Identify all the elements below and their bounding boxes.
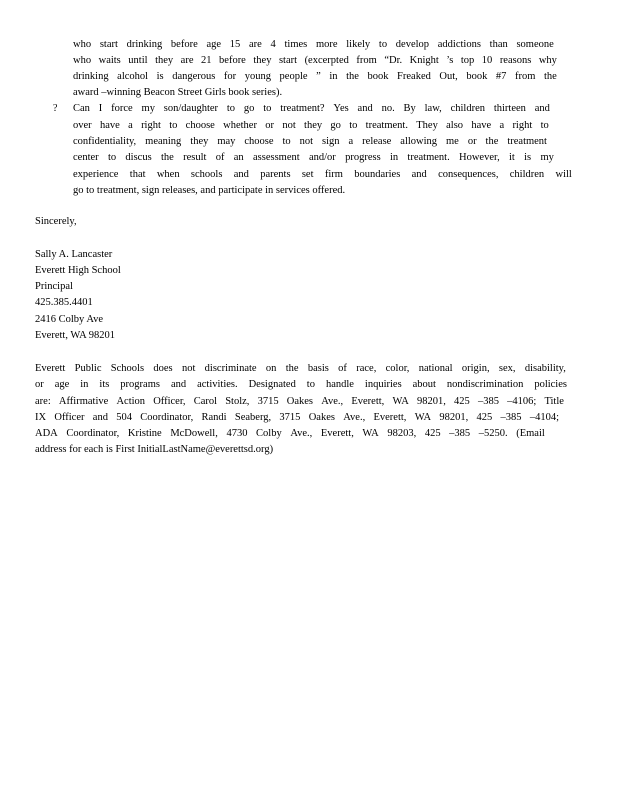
signer-school: Everett High School xyxy=(35,265,121,276)
word: Schools xyxy=(110,363,145,374)
word: in xyxy=(389,152,399,163)
word: they xyxy=(155,55,174,66)
word: also xyxy=(446,120,464,131)
word: sign xyxy=(322,136,340,147)
word: and xyxy=(170,379,187,390)
word: they xyxy=(190,136,209,147)
word: does xyxy=(153,363,173,374)
word: treatment? xyxy=(280,103,325,114)
word: race, xyxy=(356,363,377,374)
word: and xyxy=(411,169,427,180)
word: develop xyxy=(395,39,430,50)
word: or xyxy=(467,136,477,147)
word: –4106; xyxy=(507,396,537,407)
word: set xyxy=(301,169,314,180)
signer-city: Everett, WA 98201 xyxy=(35,330,116,341)
notice-line xyxy=(35,363,566,375)
word: –385 xyxy=(500,412,522,423)
word: 10 xyxy=(481,55,493,66)
word: or xyxy=(265,120,275,131)
word: start xyxy=(99,39,118,50)
word: waits xyxy=(98,55,121,66)
word: may xyxy=(217,136,236,147)
word: Seaberg, xyxy=(234,412,272,423)
word: whether xyxy=(223,120,257,131)
word: Oakes xyxy=(286,396,314,407)
word: nondiscrimination xyxy=(446,379,524,390)
word: Ave., xyxy=(343,412,366,423)
word: not xyxy=(282,120,296,131)
word: Title xyxy=(544,396,564,407)
word: my xyxy=(141,103,155,114)
word: Everett, xyxy=(373,412,407,423)
word: Coordinator, xyxy=(66,428,120,439)
word: in xyxy=(80,379,89,390)
word: activities. xyxy=(197,379,238,390)
word: on xyxy=(265,363,277,374)
word: treatment. xyxy=(407,152,450,163)
word: is xyxy=(156,71,164,82)
word: to xyxy=(169,120,178,131)
word: Everett, xyxy=(351,396,385,407)
word: young xyxy=(244,71,271,82)
word: 21 xyxy=(201,55,212,66)
word: the xyxy=(160,152,174,163)
word: 98203, xyxy=(387,428,417,439)
word: that xyxy=(129,169,146,180)
word: in xyxy=(329,71,338,82)
word: drinking xyxy=(73,71,109,82)
word: discus xyxy=(125,152,152,163)
word: Ave., xyxy=(290,428,313,439)
word: Kristine xyxy=(127,428,162,439)
word: Ave., xyxy=(321,396,344,407)
word: addictions xyxy=(437,39,481,50)
word: color, xyxy=(385,363,410,374)
word: ” xyxy=(316,71,321,82)
word: national xyxy=(418,363,453,374)
word: meaning xyxy=(145,136,182,147)
word: disability, xyxy=(524,363,566,374)
word: allowing xyxy=(400,136,438,147)
word: Coordinator, xyxy=(140,412,194,423)
word: from xyxy=(514,71,536,82)
word: 98201, xyxy=(416,396,446,407)
word: reasons xyxy=(499,55,532,66)
paragraph-line: award –winning Beacon Street Girls book series). xyxy=(73,87,283,98)
word: alcohol xyxy=(117,71,149,82)
bullet-line: go to treatment, sign releases, and participate in services offered. xyxy=(73,185,346,196)
word: right xyxy=(141,120,161,131)
word: it xyxy=(508,152,515,163)
word: discriminate xyxy=(204,363,257,374)
word: a xyxy=(128,120,133,131)
word: force xyxy=(111,103,133,114)
word: inquiries xyxy=(364,379,402,390)
word: Officer xyxy=(54,412,85,423)
word: Can xyxy=(73,103,90,114)
word: parents xyxy=(260,169,291,180)
word: of xyxy=(215,152,225,163)
word: 4730 xyxy=(226,428,248,439)
word: law, xyxy=(424,103,442,114)
word: until xyxy=(128,55,148,66)
word: to xyxy=(263,103,272,114)
word: –385 xyxy=(477,396,499,407)
word: its xyxy=(99,379,110,390)
word: the xyxy=(346,71,359,82)
word: WA xyxy=(362,428,379,439)
word: to xyxy=(378,39,388,50)
word: choose xyxy=(185,120,215,131)
word: before xyxy=(170,39,198,50)
word: –5250. xyxy=(478,428,508,439)
word: Colby xyxy=(256,428,282,439)
word: right xyxy=(512,120,533,131)
word: they xyxy=(253,55,272,66)
word: are: xyxy=(35,396,51,407)
word: –385 xyxy=(449,428,471,439)
word: who xyxy=(73,39,92,50)
word: Stolz, xyxy=(225,396,250,407)
word: thirteen xyxy=(493,103,526,114)
word: result xyxy=(183,152,207,163)
word: Everett, xyxy=(320,428,354,439)
word: 3715 xyxy=(279,412,301,423)
word: progress xyxy=(345,152,381,163)
word: –4104; xyxy=(529,412,559,423)
word: handle xyxy=(325,379,354,390)
word: 425 xyxy=(424,428,441,439)
word: drinking xyxy=(126,39,163,50)
bullet-line xyxy=(73,103,550,115)
word: firm xyxy=(324,169,343,180)
word: Carol xyxy=(193,396,218,407)
word: an xyxy=(233,152,244,163)
notice-line xyxy=(35,396,564,408)
word: to xyxy=(107,152,117,163)
bullet-marker: ? xyxy=(53,103,58,114)
word: someone xyxy=(516,39,554,50)
word: book xyxy=(466,71,488,82)
word: assessment xyxy=(252,152,300,163)
word: not xyxy=(299,136,314,147)
word: ’s xyxy=(446,55,454,66)
word: book xyxy=(367,71,389,82)
bullet-line xyxy=(73,152,554,164)
word: confidentiality, xyxy=(73,136,137,147)
word: to xyxy=(282,136,291,147)
word: “Dr. xyxy=(384,55,403,66)
word: Yes xyxy=(333,103,349,114)
word: and/or xyxy=(308,152,336,163)
word: treatment. xyxy=(365,120,408,131)
word: my xyxy=(540,152,554,163)
word: times xyxy=(284,39,308,50)
word: center xyxy=(73,152,99,163)
word: Action xyxy=(116,396,146,407)
word: over xyxy=(73,120,92,131)
word: have xyxy=(471,120,492,131)
word: are xyxy=(180,55,194,66)
word: 425 xyxy=(454,396,470,407)
closing: Sincerely, xyxy=(35,216,77,227)
word: ADA xyxy=(35,428,58,439)
signer-title: Principal xyxy=(35,281,73,292)
word: the xyxy=(543,71,557,82)
word: children xyxy=(509,169,545,180)
word: the xyxy=(285,363,299,374)
word: the xyxy=(485,136,499,147)
word: programs xyxy=(120,379,160,390)
word: IX xyxy=(35,412,47,423)
word: McDowell, xyxy=(170,428,218,439)
notice-line xyxy=(35,428,545,440)
word: Everett xyxy=(35,363,66,374)
word: who xyxy=(73,55,92,66)
word: origin, xyxy=(461,363,490,374)
word: Designated xyxy=(248,379,296,390)
word: will xyxy=(555,169,572,180)
word: children xyxy=(450,103,485,114)
paragraph-line xyxy=(73,55,557,67)
word: age xyxy=(206,39,222,50)
word: 425 xyxy=(476,412,493,423)
word: and xyxy=(534,103,550,114)
bullet-line xyxy=(73,136,547,148)
word: and xyxy=(92,412,108,423)
word: than xyxy=(489,39,508,50)
word: people xyxy=(279,71,308,82)
signer-phone: 425.385.4401 xyxy=(35,297,93,308)
notice-line xyxy=(35,412,559,424)
bullet-line xyxy=(73,169,572,181)
word: dangerous xyxy=(172,71,216,82)
word: and xyxy=(233,169,249,180)
word: of xyxy=(338,363,347,374)
word: to xyxy=(306,379,315,390)
word: they xyxy=(304,120,323,131)
word: Knight xyxy=(409,55,439,66)
word: a xyxy=(348,136,354,147)
word: policies xyxy=(534,379,567,390)
word: However, xyxy=(459,152,500,163)
word: 98201, xyxy=(439,412,469,423)
word: and xyxy=(357,103,373,114)
word: a xyxy=(499,120,505,131)
word: Out, xyxy=(439,71,458,82)
word: for xyxy=(223,71,237,82)
word: Public xyxy=(74,363,102,374)
word: choose xyxy=(244,136,274,147)
word: By xyxy=(403,103,416,114)
bullet-line xyxy=(73,120,549,132)
word: about xyxy=(412,379,436,390)
word: are xyxy=(248,39,262,50)
signer-name: Sally A. Lancaster xyxy=(35,249,113,260)
word: not xyxy=(181,363,196,374)
notice-line: address for each is First InitialLastName@everettsd.org) xyxy=(35,444,274,455)
word: schools xyxy=(190,169,223,180)
word: more xyxy=(315,39,338,50)
word: to xyxy=(349,120,358,131)
word: start xyxy=(278,55,298,66)
word: when xyxy=(156,169,180,180)
word: go xyxy=(243,103,255,114)
word: Randi xyxy=(201,412,227,423)
word: 3715 xyxy=(257,396,279,407)
paragraph-line xyxy=(73,39,554,51)
word: They xyxy=(416,120,438,131)
word: Officer, xyxy=(153,396,186,407)
word: top xyxy=(460,55,475,66)
word: #7 xyxy=(495,71,507,82)
word: WA xyxy=(414,412,432,423)
word: from xyxy=(356,55,377,66)
word: Affirmative xyxy=(58,396,109,407)
word: age xyxy=(54,379,70,390)
word: sex, xyxy=(498,363,516,374)
word: 15 xyxy=(229,39,241,50)
word: release xyxy=(362,136,392,147)
word: I xyxy=(98,103,103,114)
word: 4 xyxy=(270,39,276,50)
word: to xyxy=(226,103,236,114)
word: (excerpted xyxy=(304,55,349,66)
word: why xyxy=(538,55,557,66)
notice-line xyxy=(35,379,567,391)
word: consequences, xyxy=(438,169,499,180)
word: WA xyxy=(392,396,409,407)
word: boundaries xyxy=(354,169,401,180)
word: have xyxy=(99,120,120,131)
paragraph-line xyxy=(73,71,557,83)
word: experience xyxy=(73,169,119,180)
word: treatment xyxy=(507,136,547,147)
word: or xyxy=(35,379,44,390)
word: Freaked xyxy=(397,71,431,82)
word: basis xyxy=(307,363,329,374)
word: Oakes xyxy=(308,412,335,423)
word: me xyxy=(446,136,459,147)
word: 504 xyxy=(116,412,132,423)
word: go xyxy=(330,120,341,131)
word: to xyxy=(540,120,549,131)
word: before xyxy=(219,55,246,66)
word: son/daughter xyxy=(163,103,219,114)
word: no. xyxy=(381,103,395,114)
word: likely xyxy=(346,39,371,50)
signer-street: 2416 Colby Ave xyxy=(35,314,104,325)
word: is xyxy=(524,152,532,163)
word: (Email xyxy=(516,428,545,439)
